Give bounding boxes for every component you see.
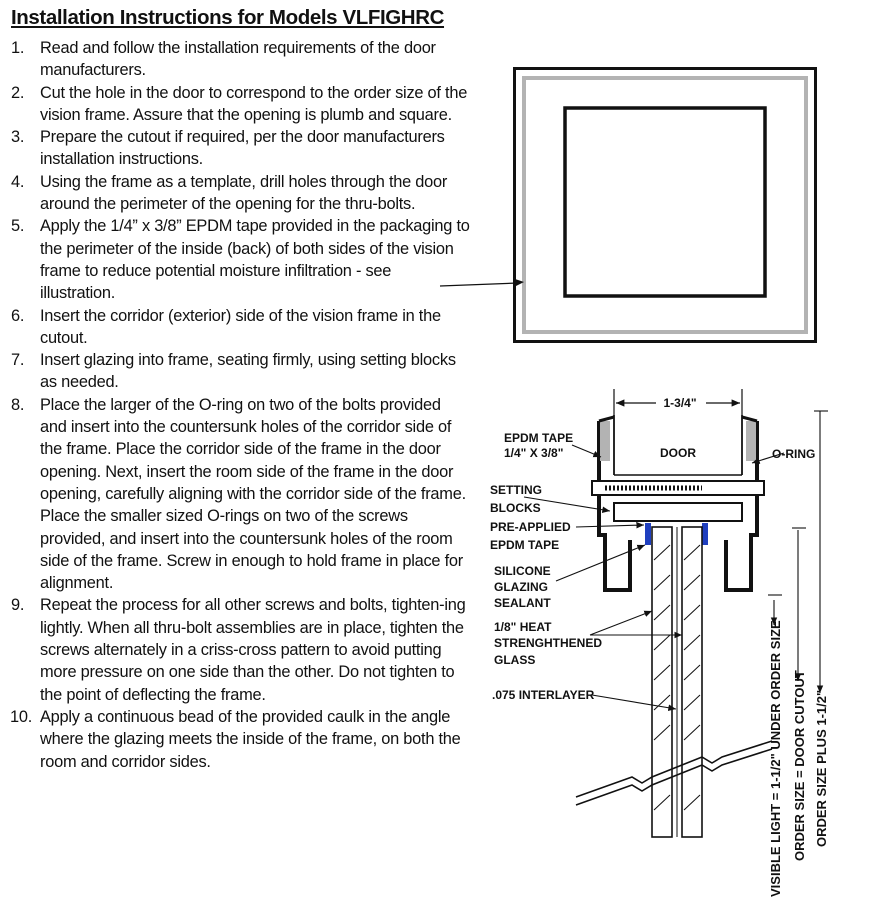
step-text: Place the larger of the O-ring on two of the bolts provided and insert into the countersunk holes of the corridor side of the frame. Place the corridor side of the frame in the door opening. Next, insert the room side of the frame in the door opening, carefully aligning with the corridor side of the frame. Place the smaller sized O-rings on two of the screws provided, and insert into the countersunk holes of the room side of the frame. Screw in enough to hold frame in place for alignment. bbox=[40, 395, 466, 593]
door-label: DOOR bbox=[660, 446, 696, 460]
label-sealant: SEALANT bbox=[494, 596, 551, 610]
label-glass: GLASS bbox=[494, 653, 536, 667]
instruction-step bbox=[0, 706, 470, 773]
step-number: 4. bbox=[11, 172, 25, 191]
label-o-ring: O-RING bbox=[772, 447, 816, 461]
vision-frame-illustration bbox=[513, 67, 817, 343]
step-number: 8. bbox=[11, 395, 25, 414]
step-text: Prepare the cutout if required, per the door manufacturers installation instructions. bbox=[40, 128, 445, 169]
step-text: Insert the corridor (exterior) side of the vision frame in the cutout. bbox=[40, 306, 441, 347]
setting-block bbox=[614, 503, 742, 521]
step-number: 10. bbox=[10, 707, 33, 726]
instruction-step bbox=[0, 349, 470, 394]
label-pre-applied: PRE-APPLIED bbox=[490, 520, 571, 534]
label-blocks: BLOCKS bbox=[490, 501, 541, 515]
step-number: 9. bbox=[11, 596, 25, 615]
step-text: Using the frame as a template, drill holes through the door around the perimeter of the opening for the thru-bolts. bbox=[40, 172, 448, 214]
instruction-step bbox=[0, 594, 470, 705]
label-strengthened: STRENGHTHENED bbox=[494, 636, 603, 650]
label-interlayer: .075 INTERLAYER bbox=[492, 688, 595, 702]
instruction-step bbox=[0, 394, 470, 595]
thru-bolt bbox=[592, 481, 764, 495]
pre-applied-tape-left bbox=[645, 523, 651, 545]
instruction-step bbox=[0, 126, 470, 171]
step-number: 7. bbox=[11, 351, 25, 370]
label-heat: 1/8" HEAT bbox=[494, 620, 552, 634]
label-order-size: ORDER SIZE = DOOR CUTOUT bbox=[792, 670, 807, 861]
label-order-size-plus: ORDER SIZE PLUS 1-1/2" bbox=[814, 689, 829, 847]
step-number: 2. bbox=[11, 83, 25, 102]
step-number: 6. bbox=[11, 306, 25, 325]
instruction-step bbox=[0, 82, 470, 127]
step-text: Cut the hole in the door to correspond to the order size of the vision frame. Assure that the opening is plumb and square. bbox=[40, 83, 468, 124]
label-pre-applied-tape: EPDM TAPE bbox=[490, 538, 560, 552]
dimension-1-3-4 bbox=[614, 389, 742, 415]
step-text: Insert glazing into frame, seating firmly, using setting blocks as needed. bbox=[40, 351, 456, 392]
step-number: 5. bbox=[11, 217, 25, 236]
instruction-step bbox=[0, 171, 470, 216]
instruction-step bbox=[0, 305, 470, 350]
door-section bbox=[614, 415, 742, 475]
step-text: Read and follow the installation requirements of the door manufacturers. bbox=[40, 39, 436, 80]
step-text: Apply a continuous bead of the provided caulk in the angle where the glazing meets the inside of the frame, on both the room and corridor sides. bbox=[40, 707, 461, 771]
step-text: Apply the 1/4” x 3/8” EPDM tape provided in the packaging to the perimeter of the inside (back) of both sides of the vision frame to reduce potential moisture infiltration - see illustration. bbox=[40, 217, 470, 303]
instruction-step bbox=[0, 37, 470, 82]
page-title: Installation Instructions for Models VLFIGHRC bbox=[11, 6, 445, 29]
illustration-pointer bbox=[438, 272, 528, 292]
label-epdm-size: 1/4" X 3/8" bbox=[504, 446, 564, 460]
label-epdm-tape: EPDM TAPE bbox=[504, 431, 574, 445]
step-number: 1. bbox=[11, 39, 25, 57]
label-setting: SETTING bbox=[490, 483, 543, 497]
cross-section-diagram bbox=[480, 385, 871, 906]
dimension-label: 1-3/4" bbox=[663, 396, 697, 410]
step-number: 3. bbox=[11, 128, 25, 147]
pre-applied-tape-right bbox=[702, 523, 708, 545]
instruction-step bbox=[0, 215, 470, 304]
label-visible-light: VISIBLE LIGHT = 1-1/2" UNDER ORDER SIZE bbox=[768, 620, 783, 897]
label-glazing: GLAZING bbox=[494, 580, 548, 594]
step-text: Repeat the process for all other screws and bolts, tighten-ing lightly. When all thru-bolt assemblies are in place, tighten the screws alternately in a criss-cross pattern to avoid putting more pressure on one side than the other. Do not tighten to the point of deflecting the frame. bbox=[40, 596, 466, 704]
instruction-list bbox=[0, 37, 470, 773]
frame-white-face bbox=[526, 80, 804, 330]
label-silicone: SILICONE bbox=[494, 564, 551, 578]
